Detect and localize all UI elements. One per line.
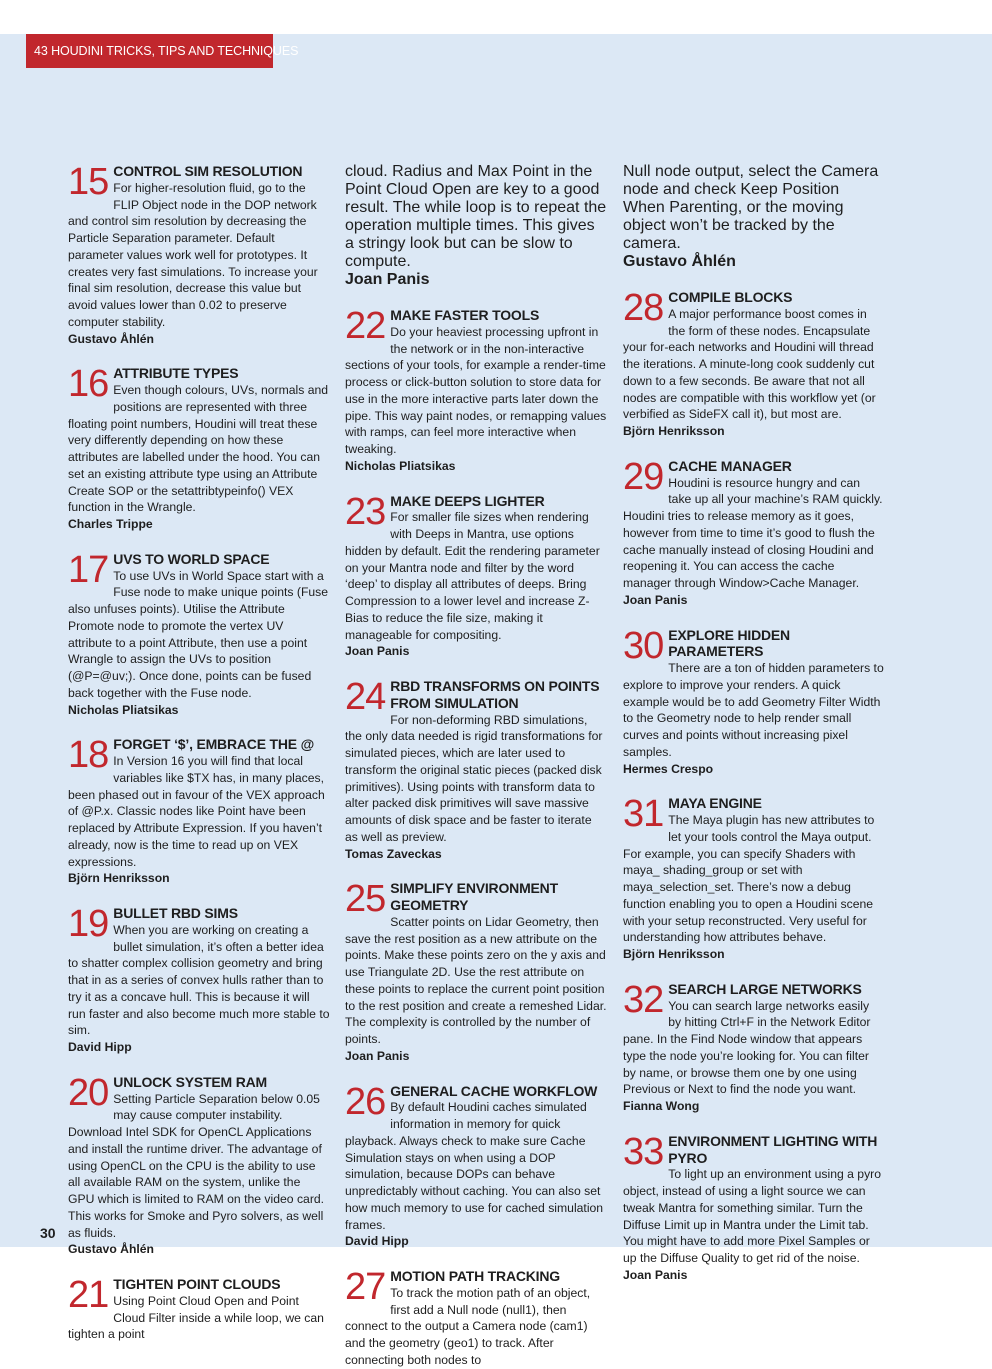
tip-title: ATTRIBUTE TYPES <box>113 365 239 382</box>
tip-body: Using Point Cloud Open and Point Cloud Filter inside a while loop, we can tighten a point <box>68 1293 324 1342</box>
tip-number: 24 <box>345 676 386 718</box>
tip-author: Joan Panis <box>623 1267 688 1282</box>
tip-body: There are a ton of hidden parameters to explore to improve your renders. A quick example would be to add Geometry Filter Width to the Geometry node to help render small curves and points without increasing pixel samples. <box>623 661 884 759</box>
tip-author: David Hipp <box>345 1234 409 1249</box>
tip-number: 19 <box>68 903 109 945</box>
tip-number: 30 <box>623 624 664 667</box>
tip <box>345 1080 607 1251</box>
tip-body: The Maya plugin has new attributes to let your tools control the Maya output. For example, you can specify Shaders with maya_ shading_group or set with maya_selection_set. There’s now a debug function enabling you to open a Houdini scene with your setup reconstructed. Very useful for understanding how attributes behave. <box>623 813 875 945</box>
tip-author: Hermes Crespo <box>623 761 714 776</box>
tip <box>68 1071 330 1258</box>
tip-title: RBD TRANSFORMS ON POINTS FROM SIMULATION <box>390 678 600 711</box>
tip-number: 32 <box>623 978 664 1021</box>
tip-author: Joan Panis <box>345 271 430 288</box>
tip-author: Nicholas Pliatsikas <box>68 702 179 717</box>
tip <box>345 678 607 862</box>
tip-number: 25 <box>345 878 386 921</box>
tip-continuation <box>345 163 607 289</box>
tip-title: GENERAL CACHE WORKFLOW <box>390 1082 598 1099</box>
tip-title: MAKE FASTER TOOLS <box>390 307 540 323</box>
tip <box>345 1268 607 1369</box>
tip <box>623 978 885 1115</box>
tip <box>623 624 885 778</box>
tip-title: MAYA ENGINE <box>668 795 762 812</box>
tip-body: Scatter points on Lidar Geometry, then save the rest position as a new attribute on the points. Make these points zero on the y axis and use Triangulate 2D. Use the rest attribute on these points to replace the current point position to the rest position and create a remeshed Lidar. The complexity is controlled by the number of points. <box>345 914 607 1046</box>
column-2 <box>345 163 607 1369</box>
tip-title: TIGHTEN POINT CLOUDS <box>113 1276 281 1292</box>
tip <box>345 307 607 475</box>
tip-author: Björn Henriksson <box>623 947 725 961</box>
tip-title: ENVIRONMENT LIGHTING WITH PYRO <box>668 1132 878 1166</box>
tip-author: Joan Panis <box>623 592 688 607</box>
tip <box>68 1276 330 1343</box>
tip <box>623 455 885 609</box>
tip-title: CONTROL SIM RESOLUTION <box>113 163 303 179</box>
tip-title: UNLOCK SYSTEM RAM <box>113 1073 267 1090</box>
tip-body: For higher-resolution fluid, go to the FLIP Object node in the DOP network and control sim resolution by decreasing the Particle Separation parameter. Default parameter values work well for prototypes. It creates very fast simulations. To increase your final sim resolution, decrease this value but avoid values lower than 0.02 to preserve computer stability. <box>68 180 318 329</box>
tip-title: EXPLORE HIDDEN PARAMETERS <box>668 626 790 660</box>
tip-body: cloud. Radius and Max Point in the Point Cloud Open are key to a good result. The while loop is to repeat the operation multiple times. This gives a stringy look but can be slow to compute. <box>345 163 607 270</box>
tip-author: David Hipp <box>68 1040 132 1054</box>
tip-author: Charles Trippe <box>68 517 153 531</box>
tip <box>68 548 330 719</box>
tip-body: By default Houdini caches simulated information in memory for quick playback. Always check to make sure Cache Simulation stays on when using a DOP simulation, because DOPs can behave unpredictably without caching. You can also set how much memory to use for cached simulation frames. <box>345 1100 604 1232</box>
tip-number: 20 <box>68 1071 109 1114</box>
tip-author: Gustavo Åhlén <box>68 1242 155 1257</box>
tip-number: 33 <box>623 1130 664 1173</box>
tip-number: 27 <box>345 1266 386 1308</box>
tip-body: In Version 16 you will find that local variables like $TX has, in many places, been phased out in favour of the VEX approach of @P.x. Classic nodes like Point have been replaced by Attribute Expression. If you haven’t already, now is the time to read up on VEX expressions. <box>68 754 325 869</box>
tip-author: Joan Panis <box>345 1048 410 1063</box>
tip-author: Björn Henriksson <box>623 424 725 438</box>
tip-author: Joan Panis <box>345 644 410 659</box>
tip-title: MOTION PATH TRACKING <box>390 1268 560 1284</box>
tip-author: Björn Henriksson <box>68 871 170 886</box>
tip <box>68 163 330 347</box>
tip-author: Fianna Wong <box>623 1099 700 1113</box>
tip-title: SIMPLIFY ENVIRONMENT GEOMETRY <box>390 880 558 913</box>
tip <box>345 880 607 1064</box>
tip-number: 22 <box>345 305 386 347</box>
tip-number: 31 <box>623 793 664 836</box>
tip-author: Gustavo Åhlén <box>68 331 155 346</box>
tip-author: Nicholas Pliatsikas <box>345 458 456 473</box>
column-1 <box>68 163 330 1343</box>
tip-number: 23 <box>345 490 386 533</box>
tip <box>345 490 607 661</box>
tip-number: 21 <box>68 1274 109 1316</box>
tip-body: Setting Particle Separation below 0.05 may cause computer instability. Download Intel SDK for OpenCL Applications and install the runtime driver. The advantage of using OpenCL on the CPU is the ability to use all available RAM on the system, unlike the GPU which is limited to RAM on the video card. This works for Smoke and Pyro solvers, as well as fluids. <box>68 1091 325 1240</box>
page-number: 30 <box>40 1225 56 1241</box>
tip-body: To light up an environment using a pyro object, instead of using a light source we can tweak Mantra for something similar. Turn the Diffuse Limit up in Mantra under the Limit tab. You might have to add more Pixel Samples or up the Diffuse Quality to get rid of the noise. <box>623 1167 882 1265</box>
tip <box>623 795 885 963</box>
tip-body: Even though colours, UVs, normals and positions are represented with three floating point numbers, Houdini will treat these very differently depending on how these attributes are labelled under the hood. You can set an existing attribute type using an Attribute Create SOP or the setattribtypeinfo() VEX function in the Wrangle. <box>68 383 329 515</box>
tip-body: Null node output, select the Camera node and check Keep Position When Parenting, or the moving object won’t be tracked by the camera. <box>623 163 879 252</box>
tip-title: UVS TO WORLD SPACE <box>113 550 270 567</box>
tip <box>623 289 885 440</box>
tip-title: COMPILE BLOCKS <box>668 289 793 305</box>
tip-body: You can search large networks easily by hitting Ctrl+F in the Network Editor pane. In the Find Node window that appears type the node you’re looking for. You can filter by name, or browse them one by one using Previous or Next to find the node you want. <box>623 998 871 1097</box>
tip-number: 18 <box>68 734 109 777</box>
tip-author: Tomas Zaveckas <box>345 846 442 861</box>
tip-title: BULLET RBD SIMS <box>113 905 238 921</box>
tip-body: A major performance boost comes in the form of these nodes. Encapsulate your for-each networks and Houdini will thread the iterations. A minute-long cook suddenly cut down to a few seconds. Be aware that not all nodes are compatible with this workflow yet (or verbified as SideFX call it), but most are. <box>623 306 876 422</box>
tip-title: MAKE DEEPS LIGHTER <box>390 492 545 509</box>
tip-number: 17 <box>68 548 109 591</box>
tip-body: For smaller file sizes when rendering with Deeps in Mantra, use options hidden by default. Edit the rendering parameter on your Mantra node and filter by the word ‘deep’ to display all attributes of deeps. Bring Compression to a lower level and increase Z-Bias to reduce the file size, making it manageable for compositing. <box>345 510 600 642</box>
tip-title: CACHE MANAGER <box>668 457 792 474</box>
tip <box>68 905 330 1056</box>
tip <box>68 365 330 533</box>
tip-number: 29 <box>623 455 664 498</box>
tip-continuation <box>623 163 885 271</box>
tip <box>68 736 330 887</box>
section-banner: 43 HOUDINI TRICKS, TIPS AND TECHNIQUES <box>26 34 273 68</box>
tip-author: Gustavo Åhlén <box>623 253 736 270</box>
tip-body: For non-deforming RBD simulations, the only data needed is rigid transformations for simulated pieces, which are later used to transform the original static pieces (packed disk primitives). Using points with transform data to alter packed disk primitives will save massive amounts of disk space and be faster to iterate as well as preview. <box>345 712 603 844</box>
tip <box>623 1130 885 1284</box>
tip-number: 15 <box>68 161 109 203</box>
tip-number: 28 <box>623 287 664 329</box>
tip-title: SEARCH LARGE NETWORKS <box>668 980 862 997</box>
tip-number: 16 <box>68 363 109 406</box>
tip-title: FORGET ‘$’, EMBRACE THE @ <box>113 736 315 753</box>
tip-body: To track the motion path of an object, first add a Null node (null1), then connect to the output a Camera node (cam1) and the geometry (geo1) to track. After connecting both nodes to <box>345 1285 591 1367</box>
column-3 <box>623 163 885 1284</box>
tip-body: Do your heaviest processing upfront in the network or in the non-interactive sections of your tools, for example a render-time process or click-button solution to store data for use in the more interactive parts later down the pipe. This way paint nodes, or remapping values with ramps, can feel more interactive when tweaking. <box>345 324 607 456</box>
tip-body: Houdini is resource hungry and can take up all your machine’s RAM quickly. Houdini tries to release memory as it goes, however from time to time it’s good to flush the cache manually instead of closing Houdini and reopening it. You can access the cache manager through Window>Cache Manager. <box>623 475 883 590</box>
tip-body: When you are working on creating a bullet simulation, it’s often a better idea to shatter complex collision geometry and bring that in as a series of convex hulls rather than to try it as a concave hull. This is because it will run faster and also become much more stable to sim. <box>68 922 330 1038</box>
tip-body: To use UVs in World Space start with a Fuse node to make unique points (Fuse also unfuses points). Utilise the Attribute Promote node to promote the vertex UV attribute to a point Attribute, then use a point Wrangle to assign the UVs to position (@P=@uv;). Once done, points can be fused back together with the Fuse node. <box>68 568 329 700</box>
tip-number: 26 <box>345 1080 386 1123</box>
